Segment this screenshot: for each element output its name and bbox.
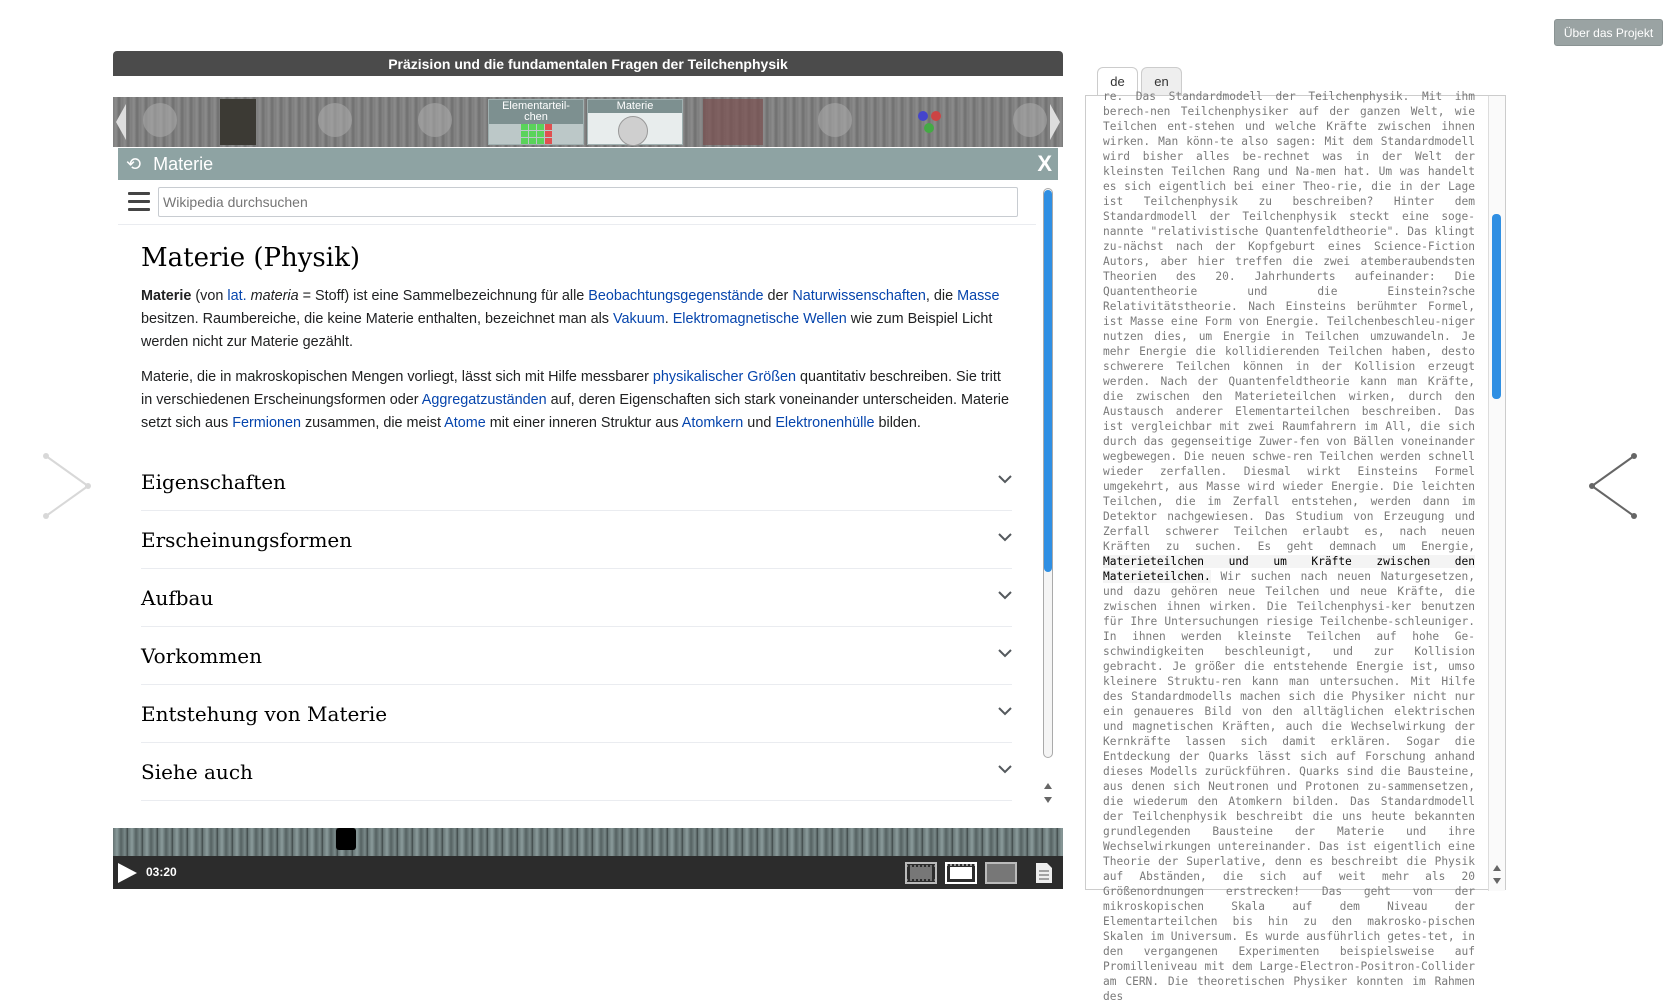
section-vorkommen[interactable] bbox=[141, 627, 1012, 685]
film-view-icon[interactable] bbox=[945, 862, 977, 884]
italic-term: materia bbox=[250, 288, 299, 304]
portrait-thumb[interactable] bbox=[220, 99, 256, 145]
about-project-button[interactable]: Über das Projekt bbox=[1554, 19, 1663, 46]
chapter-card-label: Elementarteil-chen bbox=[489, 100, 583, 124]
filmstrip-left-arrow-icon[interactable] bbox=[113, 97, 129, 147]
chapter-card-elementarteilchen[interactable] bbox=[488, 99, 584, 145]
section-siehe-auch[interactable] bbox=[141, 743, 1012, 801]
scroll-up-icon[interactable] bbox=[1043, 782, 1053, 790]
chevron-down-icon bbox=[998, 591, 1012, 600]
transcript-text bbox=[1103, 89, 1475, 1004]
link-atome[interactable]: Atome bbox=[444, 415, 486, 431]
text: (von bbox=[191, 288, 228, 304]
tab-de[interactable]: de bbox=[1097, 67, 1138, 95]
wiki-thumb-icon[interactable] bbox=[318, 103, 352, 137]
search-input[interactable] bbox=[158, 187, 1018, 217]
article-body bbox=[118, 224, 1036, 801]
section-entstehung[interactable] bbox=[141, 685, 1012, 743]
chevron-down-icon bbox=[998, 765, 1012, 774]
article-paragraph-2 bbox=[141, 366, 1012, 435]
prev-arrow-icon[interactable] bbox=[40, 450, 96, 522]
scroll-thumb[interactable] bbox=[1044, 190, 1052, 572]
wiki-thumb-icon[interactable] bbox=[418, 103, 452, 137]
text: besitzen. Raumbereiche, die keine Materie enthalten, bezeichnet man als bbox=[141, 311, 613, 327]
section-aufbau[interactable] bbox=[141, 569, 1012, 627]
current-time: 03:20 bbox=[146, 865, 177, 879]
section-title: Entstehung von Materie bbox=[141, 701, 388, 726]
panel-title: Materie bbox=[153, 153, 214, 174]
transcript-scrollbar[interactable] bbox=[1488, 96, 1505, 891]
link-naturwissenschaften[interactable]: Naturwissenschaften bbox=[792, 288, 926, 304]
refresh-icon[interactable]: ⟲ bbox=[126, 153, 142, 174]
transcript-highlight: Materieteilchen und um Kräfte zwischen den Materieteilchen. bbox=[1103, 555, 1475, 583]
text: und bbox=[743, 415, 776, 431]
wiki-thumb-icon[interactable] bbox=[818, 103, 852, 137]
link-fermionen[interactable]: Fermionen bbox=[232, 415, 301, 431]
wiki-thumb-icon[interactable] bbox=[1013, 103, 1047, 137]
section-title: Vorkommen bbox=[141, 643, 263, 668]
link-elektronenhuelle[interactable]: Elektronenhülle bbox=[775, 415, 875, 431]
close-icon[interactable]: X bbox=[1037, 151, 1052, 176]
wikipedia-page bbox=[118, 180, 1036, 825]
link-masse[interactable]: Masse bbox=[957, 288, 1000, 304]
link-beobachtungsgegenstaende[interactable]: Beobachtungsgegenstände bbox=[588, 288, 764, 304]
tab-en[interactable]: en bbox=[1141, 67, 1182, 95]
section-title: Aufbau bbox=[141, 585, 214, 610]
link-lat[interactable]: lat. bbox=[227, 288, 247, 304]
timeline-playhead[interactable] bbox=[336, 828, 356, 850]
link-atomkern[interactable]: Atomkern bbox=[681, 415, 744, 431]
text: wie zum Beispiel Licht werden nicht zur Materie gezählt. bbox=[141, 311, 993, 350]
chapter-card-label: Materie bbox=[588, 100, 682, 113]
grid-view-icon[interactable] bbox=[905, 862, 937, 884]
next-arrow-icon[interactable] bbox=[1584, 450, 1640, 522]
text: quantitativ beschreiben. Sie tritt in verschiedenen Erscheinungsformen oder bbox=[141, 369, 1001, 408]
link-aggregatzustaende[interactable]: Aggregatzuständen bbox=[421, 392, 547, 408]
text-doc-icon[interactable] bbox=[1035, 862, 1053, 884]
text: bilden. bbox=[874, 415, 921, 431]
scroll-up-icon[interactable] bbox=[1492, 864, 1502, 872]
wikipedia-globe-icon bbox=[618, 116, 648, 146]
text: zusammen, die meist bbox=[300, 415, 445, 431]
transcript-box bbox=[1085, 90, 1506, 1003]
player-controls bbox=[113, 856, 1063, 889]
wiki-thumb-icon[interactable] bbox=[143, 103, 177, 137]
panel-header bbox=[118, 148, 1058, 180]
text: auf, deren Eigenschaften sich stark voneinander unterscheiden. Materie setzt sich aus bbox=[141, 392, 1010, 431]
video-timeline[interactable] bbox=[113, 828, 1063, 856]
video-title: Präzision und die fundamentalen Fragen der Teilchenphysik bbox=[113, 51, 1063, 76]
play-icon[interactable] bbox=[116, 862, 138, 884]
section-title: Siehe auch bbox=[141, 759, 253, 784]
article-paragraph-1 bbox=[141, 285, 1012, 354]
transcript-scroll-thumb[interactable] bbox=[1492, 214, 1501, 399]
text: der bbox=[763, 288, 793, 304]
chevron-down-icon bbox=[998, 533, 1012, 542]
particle-grid-icon bbox=[521, 124, 555, 144]
article-title: Materie (Physik) bbox=[141, 243, 360, 273]
section-erscheinungsformen[interactable] bbox=[141, 511, 1012, 569]
scroll-down-icon[interactable] bbox=[1492, 877, 1502, 885]
text: mit einer inneren Struktur aus bbox=[485, 415, 682, 431]
section-title: Erscheinungsformen bbox=[141, 527, 353, 552]
chevron-down-icon bbox=[998, 707, 1012, 716]
collapsible-sections bbox=[118, 453, 1036, 801]
video-player bbox=[113, 51, 1063, 889]
text: = Stoff) ist eine Sammelbezeichnung für alle bbox=[298, 288, 589, 304]
chapter-filmstrip bbox=[113, 97, 1063, 147]
link-elektromagnetische-wellen[interactable]: Elektromagnetische Wellen bbox=[672, 311, 847, 327]
section-eigenschaften[interactable] bbox=[141, 453, 1012, 511]
link-vakuum[interactable]: Vakuum bbox=[612, 311, 665, 327]
section-title: Eigenschaften bbox=[141, 469, 286, 494]
wikipedia-panel bbox=[118, 148, 1058, 828]
transcript-text-after: Wir suchen nach neuen Naturgesetzen, und dazu gehören neue Teilchen und neue Kräfte, die zwischen ihnen wirken. Die Teilchenphysi-ker benutzen für Ihre Untersuchungen riesige Teilchenbe-schleuniger. In ihnen werden kleinste Teilchen auf hohe Ge-schwindigkeiten beschleunigt, und zur Kollision gebracht. Je größer die entstehende Energie ist, umso kleinere Struktu-ren kann man untersuchen. Mit Hilfe des Standardmodells machen sich die Physiker nicht nur ein genaueres Bild von den alltäglichen elektrischen und magnetischen Kräften, auch die Wechselwirkung der Kernkräfte lassen sich damit erklären. Sogar die Entdeckung der Quarks lässt sich auf Forschung anhand dieses Modells zurückführen. Quarks sind die Bausteine, aus denen sich Neutronen und Protonen zu-sammensetzen, die wiederum den Atomkern bilden. Das Standardmodell der Teilchenphysik beschreibt die uns heute bekannten grundlegenden Bausteine der Materie und ihre Wechselwirkungen untereinander. Das ist eigentlich eine Theorie der Superlative, denn es beschreibt die Physik auf Abständen, die sich auf weit mehr als 20 Größenordnungen erstrecken! Das geht von der mikroskopischen Skala auf dem Niveau der Elementarteilchen bis hin zu den makrosko-pischen Skalen im Universum. Es wurde ausführlich getes-tet, in den vergangenen Experimenten beispielsweise auf Promilleniveau mit dem Large-Electron-Positron-Collider am CERN. Die theoretischen Physiker konnten im Rahmen des bbox=[1103, 570, 1475, 1003]
chevron-down-icon bbox=[998, 475, 1012, 484]
filmstrip-right-arrow-icon[interactable] bbox=[1047, 97, 1063, 147]
atom-thumb-icon[interactable] bbox=[916, 109, 946, 135]
scroll-down-icon[interactable] bbox=[1043, 796, 1053, 804]
text: Materie, die in makroskopischen Mengen vorliegt, lässt sich mit Hilfe messbarer bbox=[141, 369, 653, 385]
transcript-panel bbox=[1085, 65, 1506, 1003]
text: . bbox=[664, 311, 673, 327]
transcript-text-before: re. Das Standardmodell der Teilchenphysik. Mit ihm berech-nen Teilchenphysiker auf der ganzen Welt, wie Teilchen ent-stehen und welche Kräfte zwischen ihnen wirken. Man könn-te also sagen: Mit dem Standardmodell wird bisher alles be-rechnet was in der Welt der kleinsten Teilchen Rang und Na-men hat. Um was handelt es sich eigentlich bei einer Theo-rie, die in der Lage ist Teilchenphysik zu beschreiben? Hinter dem Standardmodell der Teilchenphysik steckt eine soge-nannte "relativistische Quantenfeldtheorie". Das klingt zu-nächst nach der Kopfgeburt eines Science-Fiction Autors, aber hier treffen die zwei atemberaubendsten Theorien des 20. Jahrhunderts aufeinander: Die Quantentheorie und die Einstein?sche Relativitätstheorie. Nach Einsteins berühmter Formel, ist Masse eine Form von Energie. Teilchenbeschleu-niger nutzen dies, um Energie in Teilchen umzuwandeln. Je mehr Energie die kollidierenden Teilchen haben, desto schwerere Teilchen können in der Kollision erzeugt werden. Nach der Quantenfeldtheorie kann man Kräfte, die zwischen den Materieteilchen wirken, durch den Austausch anderer Elementarteilchen beschreiben. Das ist vergleichbar mit zwei Raumfahrern im All, die sich durch das gegenseitige Zuwer-fen von Bällen voneinander wegbewegen. Die neuen schwe-ren Teilchen werden schnell wieder zerfallen. Diesmal wirkt Einsteins Formel umgekehrt, aus Masse wird wieder Energie. Die leichten Teilchen, die im Zerfall entstehen, werden dann im Detektor nachgewiesen. Das Studium von Erzeugung und Zerfall schwerer Teilchen erlaubt es, nach neuen Kräften zu suchen. Es geht demnach um Energie, bbox=[1103, 90, 1475, 553]
chapter-card-materie[interactable] bbox=[587, 99, 683, 145]
link-physikalische-groessen[interactable]: physikalischer Größen bbox=[652, 369, 797, 385]
collider-thumb[interactable] bbox=[703, 99, 763, 145]
chevron-down-icon bbox=[998, 649, 1012, 658]
bold-term: Materie bbox=[141, 288, 192, 304]
fullscreen-icon[interactable] bbox=[985, 862, 1017, 884]
panel-scrollbar[interactable] bbox=[1040, 184, 1056, 824]
text: , die bbox=[925, 288, 958, 304]
menu-icon[interactable] bbox=[128, 192, 150, 216]
